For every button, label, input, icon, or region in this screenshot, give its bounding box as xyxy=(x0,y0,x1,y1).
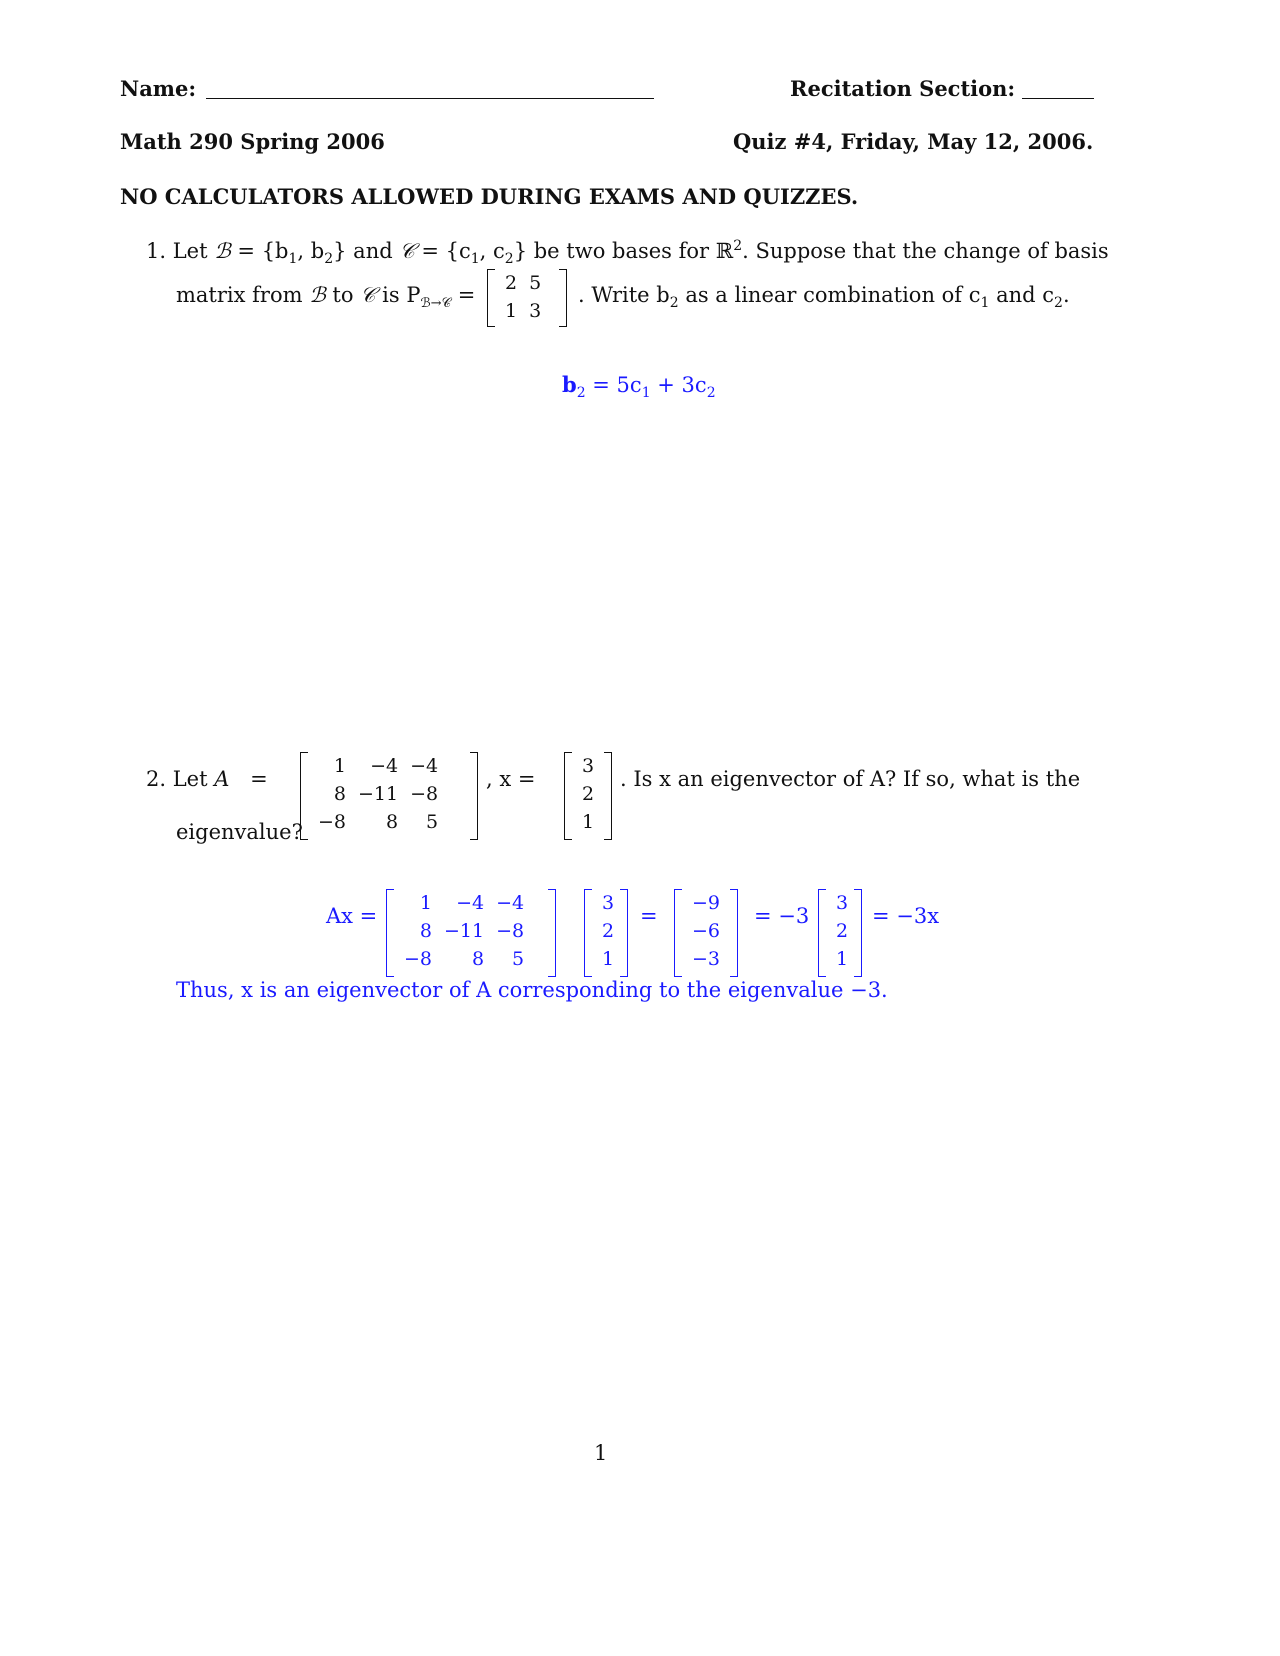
problem2-number: 2. xyxy=(146,767,167,791)
solution-matrix-A: 1 −4 −4 8 −11 −8 −8 8 5 xyxy=(386,889,556,977)
problem1-answer: $b_2 = 5c_1 + 3c_2$ xyxy=(562,372,716,402)
problem1-statement-line1: 1. Let ℬ = {$b_1$, $b_2$} and 𝒞 = {$c_1$, $c_2$} be two bases for ℝ$^2$. Suppose that the change of basis xyxy=(146,238,1109,268)
recitation-label: Recitation Section: xyxy=(790,76,1016,101)
page-number: 1 xyxy=(594,1441,608,1465)
course-title: Math 290 Spring 2006 xyxy=(120,129,385,154)
recitation-field-line xyxy=(1022,98,1094,99)
matrix-A: 1 −4 −4 8 −11 −8 −8 8 5 xyxy=(300,752,478,840)
problem1-number: 1. xyxy=(146,239,167,263)
solution-product-vector: −9 −6 −3 xyxy=(674,889,738,977)
solution-Ax-label: Ax = xyxy=(326,904,378,928)
vector-x: 3 2 1 xyxy=(564,752,612,840)
solution-equals: = xyxy=(640,904,658,928)
calculator-notice: NO CALCULATORS ALLOWED DURING EXAMS AND QUIZZES. xyxy=(120,184,859,209)
change-of-basis-matrix: 2 5 1 3 xyxy=(487,269,567,327)
quiz-title: Quiz #4, Friday, May 12, 2006. xyxy=(733,129,1094,154)
solution-vector-x-scaled: 3 2 1 xyxy=(818,889,862,977)
solution-scale: = −3 xyxy=(754,904,810,928)
problem1-statement-line2b: . Write $b_2$ as a linear combination of $c_1$ and $c_2$. xyxy=(578,283,1070,312)
problem1-statement-line2a: matrix from ℬ to 𝒞 is $P_{ℬ\to 𝒞}$ = xyxy=(176,283,476,312)
problem2-x-eq: , x = xyxy=(486,767,536,791)
problem2-let: 2. Let A = xyxy=(146,767,268,791)
solution-result: = −3x xyxy=(872,904,940,928)
problem2-question-cont: eigenvalue? xyxy=(176,820,303,844)
solution-conclusion: Thus, x is an eigenvector of A corresponding to the eigenvalue −3. xyxy=(176,978,888,1002)
solution-vector-x: 3 2 1 xyxy=(584,889,628,977)
name-field-line xyxy=(206,98,654,99)
problem2-question: . Is x an eigenvector of A? If so, what is the xyxy=(620,767,1081,791)
name-label: Name: xyxy=(120,76,197,101)
